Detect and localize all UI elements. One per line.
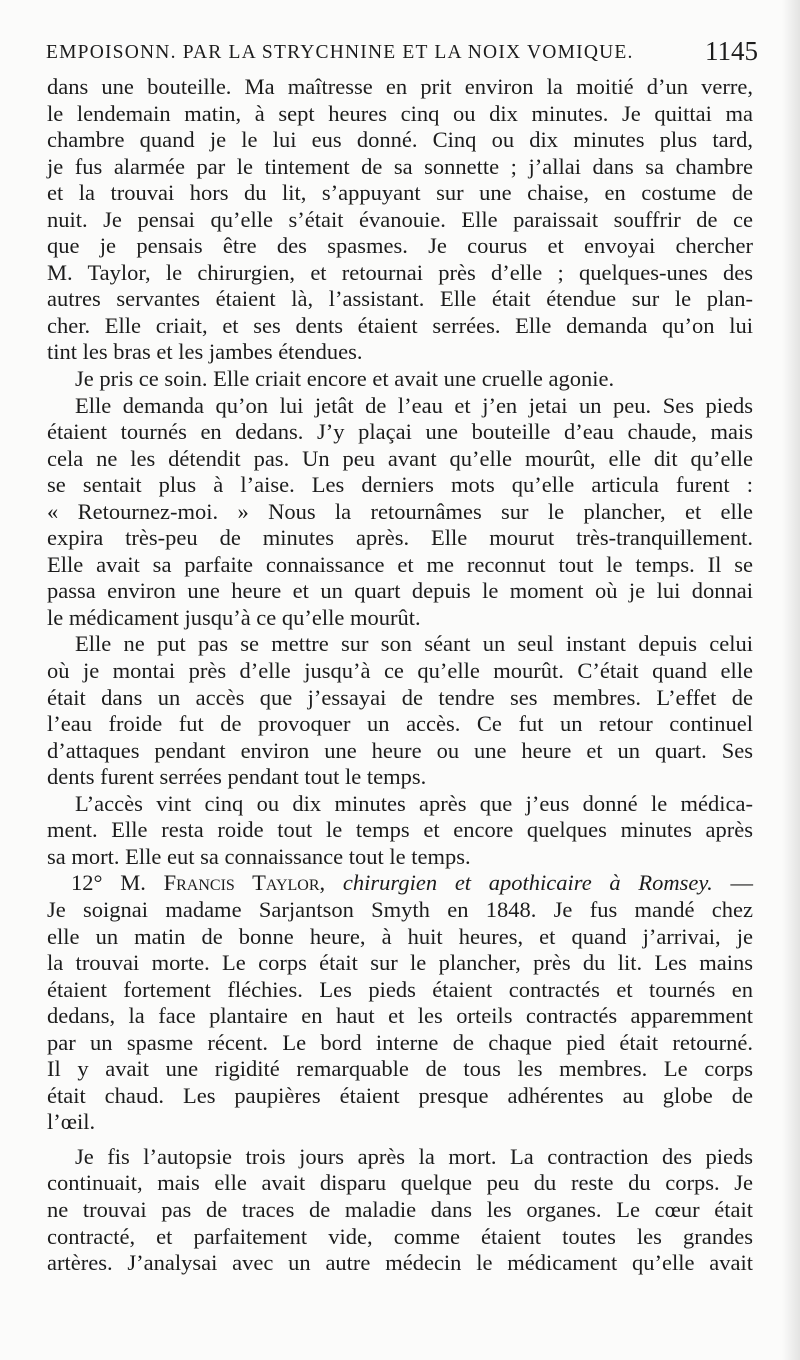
em-dash: — (730, 870, 754, 896)
paragraph-gap (47, 1136, 753, 1144)
text-line: Il y avait une rigidité remarquable de tous les membres. Le corps (47, 1056, 753, 1082)
text-line: Je fis l’autopsie trois jours après la mort. La contraction des pieds (75, 1143, 753, 1169)
text-line: le médicament jusqu’à ce qu’elle mourût. (47, 604, 421, 630)
text-line: étaient fortement fléchies. Les pieds étaient contractés et tournés en (47, 976, 753, 1002)
text-line: Elle demanda qu’on lui jetât de l’eau et j’en jetai un peu. Ses pieds (75, 392, 753, 418)
text-line: nuit. Je pensai qu’elle s’était évanouie. Elle paraissait souffrir de ce (47, 206, 753, 232)
text-line: Je pris ce soin. Elle criait encore et avait une cruelle agonie. (75, 366, 615, 392)
text-line: était dans un accès que j’essayai de tendre ses membres. L’effet de (47, 684, 753, 710)
text-line: dedans, la face plantaire en haut et les orteils contractés apparemment (47, 1003, 753, 1029)
item-number: 12° (71, 870, 103, 896)
text-line: autres servantes étaient là, l’assistant. Elle était étendue sur le plan- (47, 286, 753, 312)
text-line: chambre quand je le lui eus donné. Cinq ou dix minutes plus tard, (47, 127, 753, 153)
text-line: ment. Elle resta roide tout le temps et encore quelques minutes après (47, 817, 753, 843)
text-line: l’eau froide fut de provoquer un accès. Ce fut un retour continuel (47, 711, 753, 737)
text-line: étaient tournés en dedans. J’y plaçai une bouteille d’eau chaude, mais (47, 419, 753, 445)
page-number: 1145 (705, 36, 758, 66)
text-line: et la trouvai hors du lit, s’appuyant sur une chaise, en costume de (47, 180, 753, 206)
page-edge-shadow (782, 0, 800, 1360)
text-line: dans une bouteille. Ma maîtresse en prit environ la moitié d’un verre, (47, 74, 753, 99)
text-line: par un spasme récent. Le bord interne de chaque pied était retourné. (47, 1029, 753, 1055)
text-line: contracté, et parfaitement vide, comme étaient toutes les grandes (47, 1223, 753, 1249)
text-line: elle un matin de bonne heure, à huit heures, et quand j’arrivai, je (47, 923, 753, 949)
text-line: dents furent serrées pendant tout le temps. (47, 764, 427, 790)
witness-role: chirurgien et apothicaire à Romsey. (342, 870, 713, 896)
page-header (46, 36, 758, 70)
text-line: Elle avait sa parfaite connaissance et me reconnut tout le temps. Il se (47, 551, 753, 577)
text-line: cela ne les détendit pas. Un peu avant qu’elle mourût, elle dit qu’elle (47, 445, 753, 471)
text-line: Elle ne put pas se mettre sur son séant un seul instant depuis celui (75, 631, 753, 657)
text-line: où je montai près d’elle jusqu’à ce qu’elle mourût. C’était quand elle (47, 658, 753, 684)
text-line: je fus alarmée par le tintement de sa sonnette ; j’allai dans sa chambre (47, 153, 753, 179)
text-line: continuait, mais elle avait disparu quelque peu du reste du corps. Je (47, 1170, 753, 1196)
witness-name: M. Francis Taylor, (120, 870, 326, 896)
text-line: cher. Elle criait, et ses dents étaient serrées. Elle demanda qu’on lui (47, 312, 753, 338)
text-line: l’œil. (47, 1109, 96, 1135)
text-line: artères. J’analysai avec un autre médecin le médicament qu’elle avait (47, 1250, 753, 1276)
text-line: que je pensais être des spasmes. Je courus et envoyai chercher (47, 233, 753, 259)
text-line: expira très-peu de minutes après. Elle mourut très-tranquillement. (47, 525, 753, 551)
text-line: « Retournez-moi. » Nous la retournâmes sur le plancher, et elle (47, 498, 753, 524)
text-line: la trouvai morte. Le corps était sur le plancher, près du lit. Les mains (47, 950, 753, 976)
body-text (47, 74, 753, 1277)
text-line: tint les bras et les jambes étendues. (47, 339, 363, 365)
running-head: EMPOISONN. PAR LA STRYCHNINE ET LA NOIX VOMIQUE. (46, 42, 634, 63)
text-line: Je soignai madame Sarjantson Smyth en 1848. Je fus mandé chez (47, 896, 753, 922)
witness-heading-line (47, 870, 753, 897)
text-line: d’attaques pendant environ une heure ou une heure et un quart. Ses (47, 737, 753, 763)
text-line: sa mort. Elle eut sa connaissance tout le temps. (47, 843, 471, 869)
text-line: ne trouvai pas de traces de maladie dans les organes. Le cœur était (47, 1196, 753, 1222)
text-line: M. Taylor, le chirurgien, et retournai près d’elle ; quelques-unes des (47, 259, 753, 285)
text-line: L’accès vint cinq ou dix minutes après que j’eus donné le médica- (75, 790, 753, 816)
text-line: passa environ une heure et un quart depuis le moment où je lui donnai (47, 578, 753, 604)
text-line: était chaud. Les paupières étaient presque adhérentes au globe de (47, 1082, 753, 1108)
text-line: se sentait plus à l’aise. Les derniers mots qu’elle articula furent : (47, 472, 753, 498)
text-line: le lendemain matin, à sept heures cinq ou dix minutes. Je quittai ma (47, 100, 753, 126)
